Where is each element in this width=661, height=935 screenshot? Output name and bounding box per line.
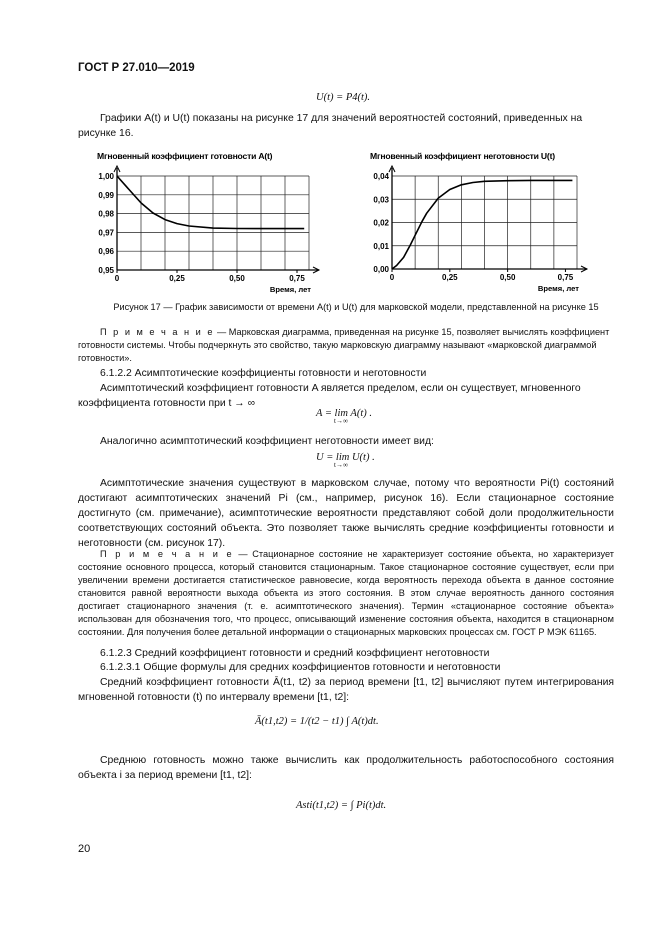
y-tick-label: 0,03 xyxy=(373,195,389,205)
chart-availability xyxy=(97,151,319,294)
note-2-label: П р и м е ч а н и е xyxy=(100,549,234,559)
chart-title: Мгновенный коэффициент неготовности U(t) xyxy=(370,151,555,161)
y-tick-label: 0,04 xyxy=(373,172,389,181)
equation-mean-availability: Ā(t1,t2) = 1/(t2 − t1) ∫ A(t)dt. xyxy=(255,716,379,727)
y-tick-label: 0,95 xyxy=(98,266,114,275)
section-6-1-2-2: 6.1.2.2 Асимптотические коэффициенты готовности и неготовности xyxy=(100,368,427,379)
x-tick-label: 0,50 xyxy=(229,274,245,283)
y-tick-label: 0,99 xyxy=(98,190,114,200)
note-1-label: П р и м е ч а н и е xyxy=(100,327,215,337)
section-6-1-2-3-1: 6.1.2.3.1 Общие формулы для средних коэффициентов готовности и неготовности xyxy=(100,662,501,673)
chart-title: Мгновенный коэффициент готовности A(t) xyxy=(97,151,273,161)
equation-u-sub: t→∞ xyxy=(334,461,348,469)
equation-u-limit xyxy=(316,452,375,469)
equation-u-p4: U(t) = P4(t). xyxy=(316,92,371,103)
x-tick-label: 0,25 xyxy=(442,273,458,282)
x-axis-label: Время, лет xyxy=(537,284,579,293)
y-tick-label: 0,96 xyxy=(98,247,114,257)
note-2-text: — Стационарное состояние не характеризует состояние объекта, но характеризует состояние основного процесса, который становится стационарным. Такое стационарное состояние существует, если при увеличении времени достигается статистическое равновесие, когда вероятность перехода объекта в данное состояние становится равной вероятности выхода объекта из этого состояния. В этом случае вероятность данного состояния достигает стационарного значения (т. е. асимптотического значения). Термин «стационарное состояние объекта» использован для обозначения того, что процесс, описывающий изменение состояния объекта, находится в стационарном состоянии. Для получения более детальной информации о стационарных марковских процессах см. ГОСТ Р МЭК 61165. xyxy=(78,549,614,637)
x-tick-label: 0 xyxy=(114,274,120,283)
page-number: 20 xyxy=(78,843,91,855)
equation-a-sub: t→∞ xyxy=(334,417,348,425)
x-tick-label: 0 xyxy=(389,273,395,282)
paragraph-mean-availability: Средний коэффициент готовности Ā(t1, t2) за период времени [t1, t2] вычисляют путем интегрирования мгновенной готовности (t) по интервалу времени [t1, t2]: xyxy=(78,677,614,703)
equation-ast: Asti(t1,t2) = ∫ Pi(t)dt. xyxy=(296,800,387,811)
series-line xyxy=(392,180,572,269)
equation-a-text: A = lim A(t) . xyxy=(316,408,372,419)
y-tick-label: 1,00 xyxy=(98,172,114,181)
y-tick-label: 0,00 xyxy=(373,265,389,274)
paragraph-asymptotic-values: Асимптотические значения существуют в марковском случае, потому что вероятности Pi(t) состояний достигают асимптотических значений Pi (см., например, рисунок 16). Если стационарное состояние достигнуто (см. примечание), асимптотические вероятности представляют собой доли продолжительности соответствующих состояний объекта. Это позволяет также вычислять средние коэффициенты готовности и неготовности (см. рисунок 17). xyxy=(78,478,614,549)
paragraph-ast: Среднюю готовность можно также вычислить как продолжительность работоспособного состояния объекта i за период времени [t1, t2]: xyxy=(78,755,614,781)
note-1 xyxy=(78,326,614,365)
figure-17 xyxy=(70,145,615,295)
x-tick-label: 0,75 xyxy=(289,274,305,283)
x-tick-label: 0,25 xyxy=(169,274,185,283)
paragraph-asymptotic-a: Асимптотический коэффициент готовности A является пределом, если он существует, мгновенного коэффициента готовности при t → ∞ xyxy=(78,383,581,409)
paragraph-asymptotic-u-intro: Аналогично асимптотический коэффициент неготовности имеет вид: xyxy=(100,436,434,447)
section-6-1-2-3: 6.1.2.3 Средний коэффициент готовности и средний коэффициент неготовности xyxy=(100,648,490,659)
equation-u-text: U = lim U(t) . xyxy=(316,452,375,463)
note-1-text: — Марковская диаграмма, приведенная на рисунке 15, позволяет вычислять коэффициент готовности системы. Чтобы подчеркнуть это свойство, такую марковскую диаграмму называют «марковской диаграммой готовности». xyxy=(78,327,610,363)
y-tick-label: 0,02 xyxy=(373,218,389,228)
paragraph-graphs: Графики A(t) и U(t) показаны на рисунке 17 для значений вероятностей состояний, приведенных на рисунке 16. xyxy=(78,113,583,139)
y-tick-label: 0,98 xyxy=(98,209,114,219)
x-tick-label: 0,50 xyxy=(499,273,516,282)
x-tick-label: 0,75 xyxy=(557,273,574,282)
note-2 xyxy=(78,548,614,639)
series-line xyxy=(117,176,304,229)
x-axis-label: Время, лет xyxy=(269,285,311,294)
y-tick-label: 0,97 xyxy=(98,228,114,238)
y-tick-label: 0,01 xyxy=(373,241,389,251)
document-header: ГОСТ Р 27.010—2019 xyxy=(78,62,195,74)
equation-a-limit xyxy=(316,408,372,425)
chart-unavailability xyxy=(370,151,587,293)
figure-caption: Рисунок 17 — График зависимости от времени A(t) и U(t) для марковской модели, представленной на рисунке 15 xyxy=(113,302,599,312)
